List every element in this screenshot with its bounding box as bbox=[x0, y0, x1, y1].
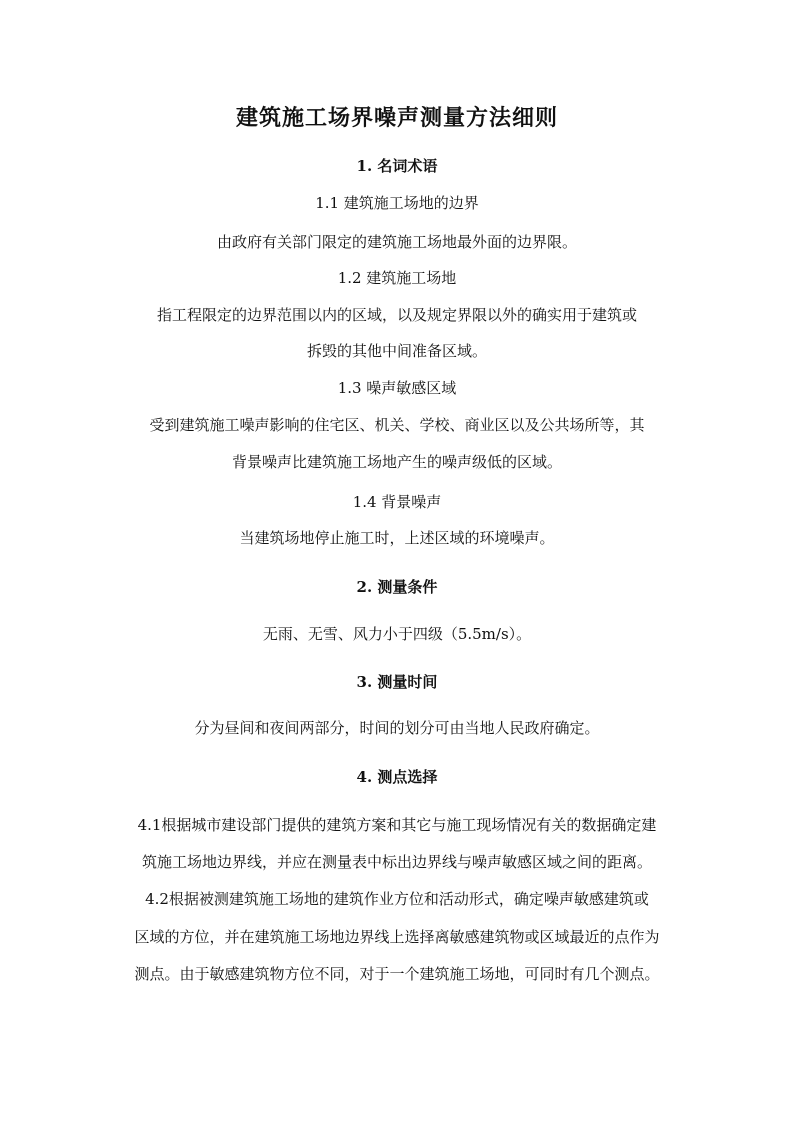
term-1-3-definition-line-1: 受到建筑施工噪声影响的住宅区、机关、学校、商业区以及公共场所等，其 bbox=[149, 416, 645, 434]
section-4-paragraph-1-line-2: 筑施工场地边界线，并应在测量表中标出边界线与噪声敏感区域之间的距离。 bbox=[141, 853, 652, 871]
term-1-4-definition: 当建筑场地停止施工时，上述区域的环境噪声。 bbox=[239, 529, 555, 547]
term-1-3-title: 1.3 噪声敏感区域 bbox=[337, 379, 457, 397]
section-3-heading: 3. 测量时间 bbox=[356, 673, 438, 691]
section-3-text: 分为昼间和夜间两部分，时间的划分可由当地人民政府确定。 bbox=[194, 719, 600, 737]
term-1-1-title: 1.1 建筑施工场地的边界 bbox=[315, 194, 479, 212]
section-4-heading: 4. 测点选择 bbox=[356, 768, 438, 786]
term-1-2-title: 1.2 建筑施工场地 bbox=[337, 269, 457, 287]
term-1-2-definition-line-1: 指工程限定的边界范围以内的区域，以及规定界限以外的确实用于建筑或 bbox=[156, 306, 637, 324]
term-1-1-definition: 由政府有关部门限定的建筑施工场地最外面的边界限。 bbox=[216, 233, 577, 251]
section-2-text: 无雨、无雪、风力小于四级（5.5m/s）。 bbox=[262, 625, 532, 643]
section-4-paragraph-2-line-2: 区域的方位，并在建筑施工场地边界线上选择离敏感建筑物或区域最近的点作为 bbox=[134, 928, 660, 946]
section-4-paragraph-2-line-1: 4.2根据被测建筑施工场地的建筑作业方位和活动形式，确定噪声敏感建筑或 bbox=[145, 890, 649, 908]
section-4-paragraph-1-line-1: 4.1根据城市建设部门提供的建筑方案和其它与施工现场情况有关的数据确定建 bbox=[137, 816, 657, 834]
term-1-4-title: 1.4 背景噪声 bbox=[352, 493, 442, 511]
section-1-heading: 1. 名词术语 bbox=[356, 157, 438, 175]
term-1-2-definition-line-2: 拆毁的其他中间准备区域。 bbox=[306, 342, 487, 360]
section-4-paragraph-2-line-3: 测点。由于敏感建筑物方位不同，对于一个建筑施工场地，可同时有几个测点。 bbox=[134, 965, 660, 983]
document-title: 建筑施工场界噪声测量方法细则 bbox=[235, 105, 558, 131]
section-2-heading: 2. 测量条件 bbox=[356, 578, 438, 596]
term-1-3-definition-line-2: 背景噪声比建筑施工场地产生的噪声级低的区域。 bbox=[231, 453, 562, 471]
